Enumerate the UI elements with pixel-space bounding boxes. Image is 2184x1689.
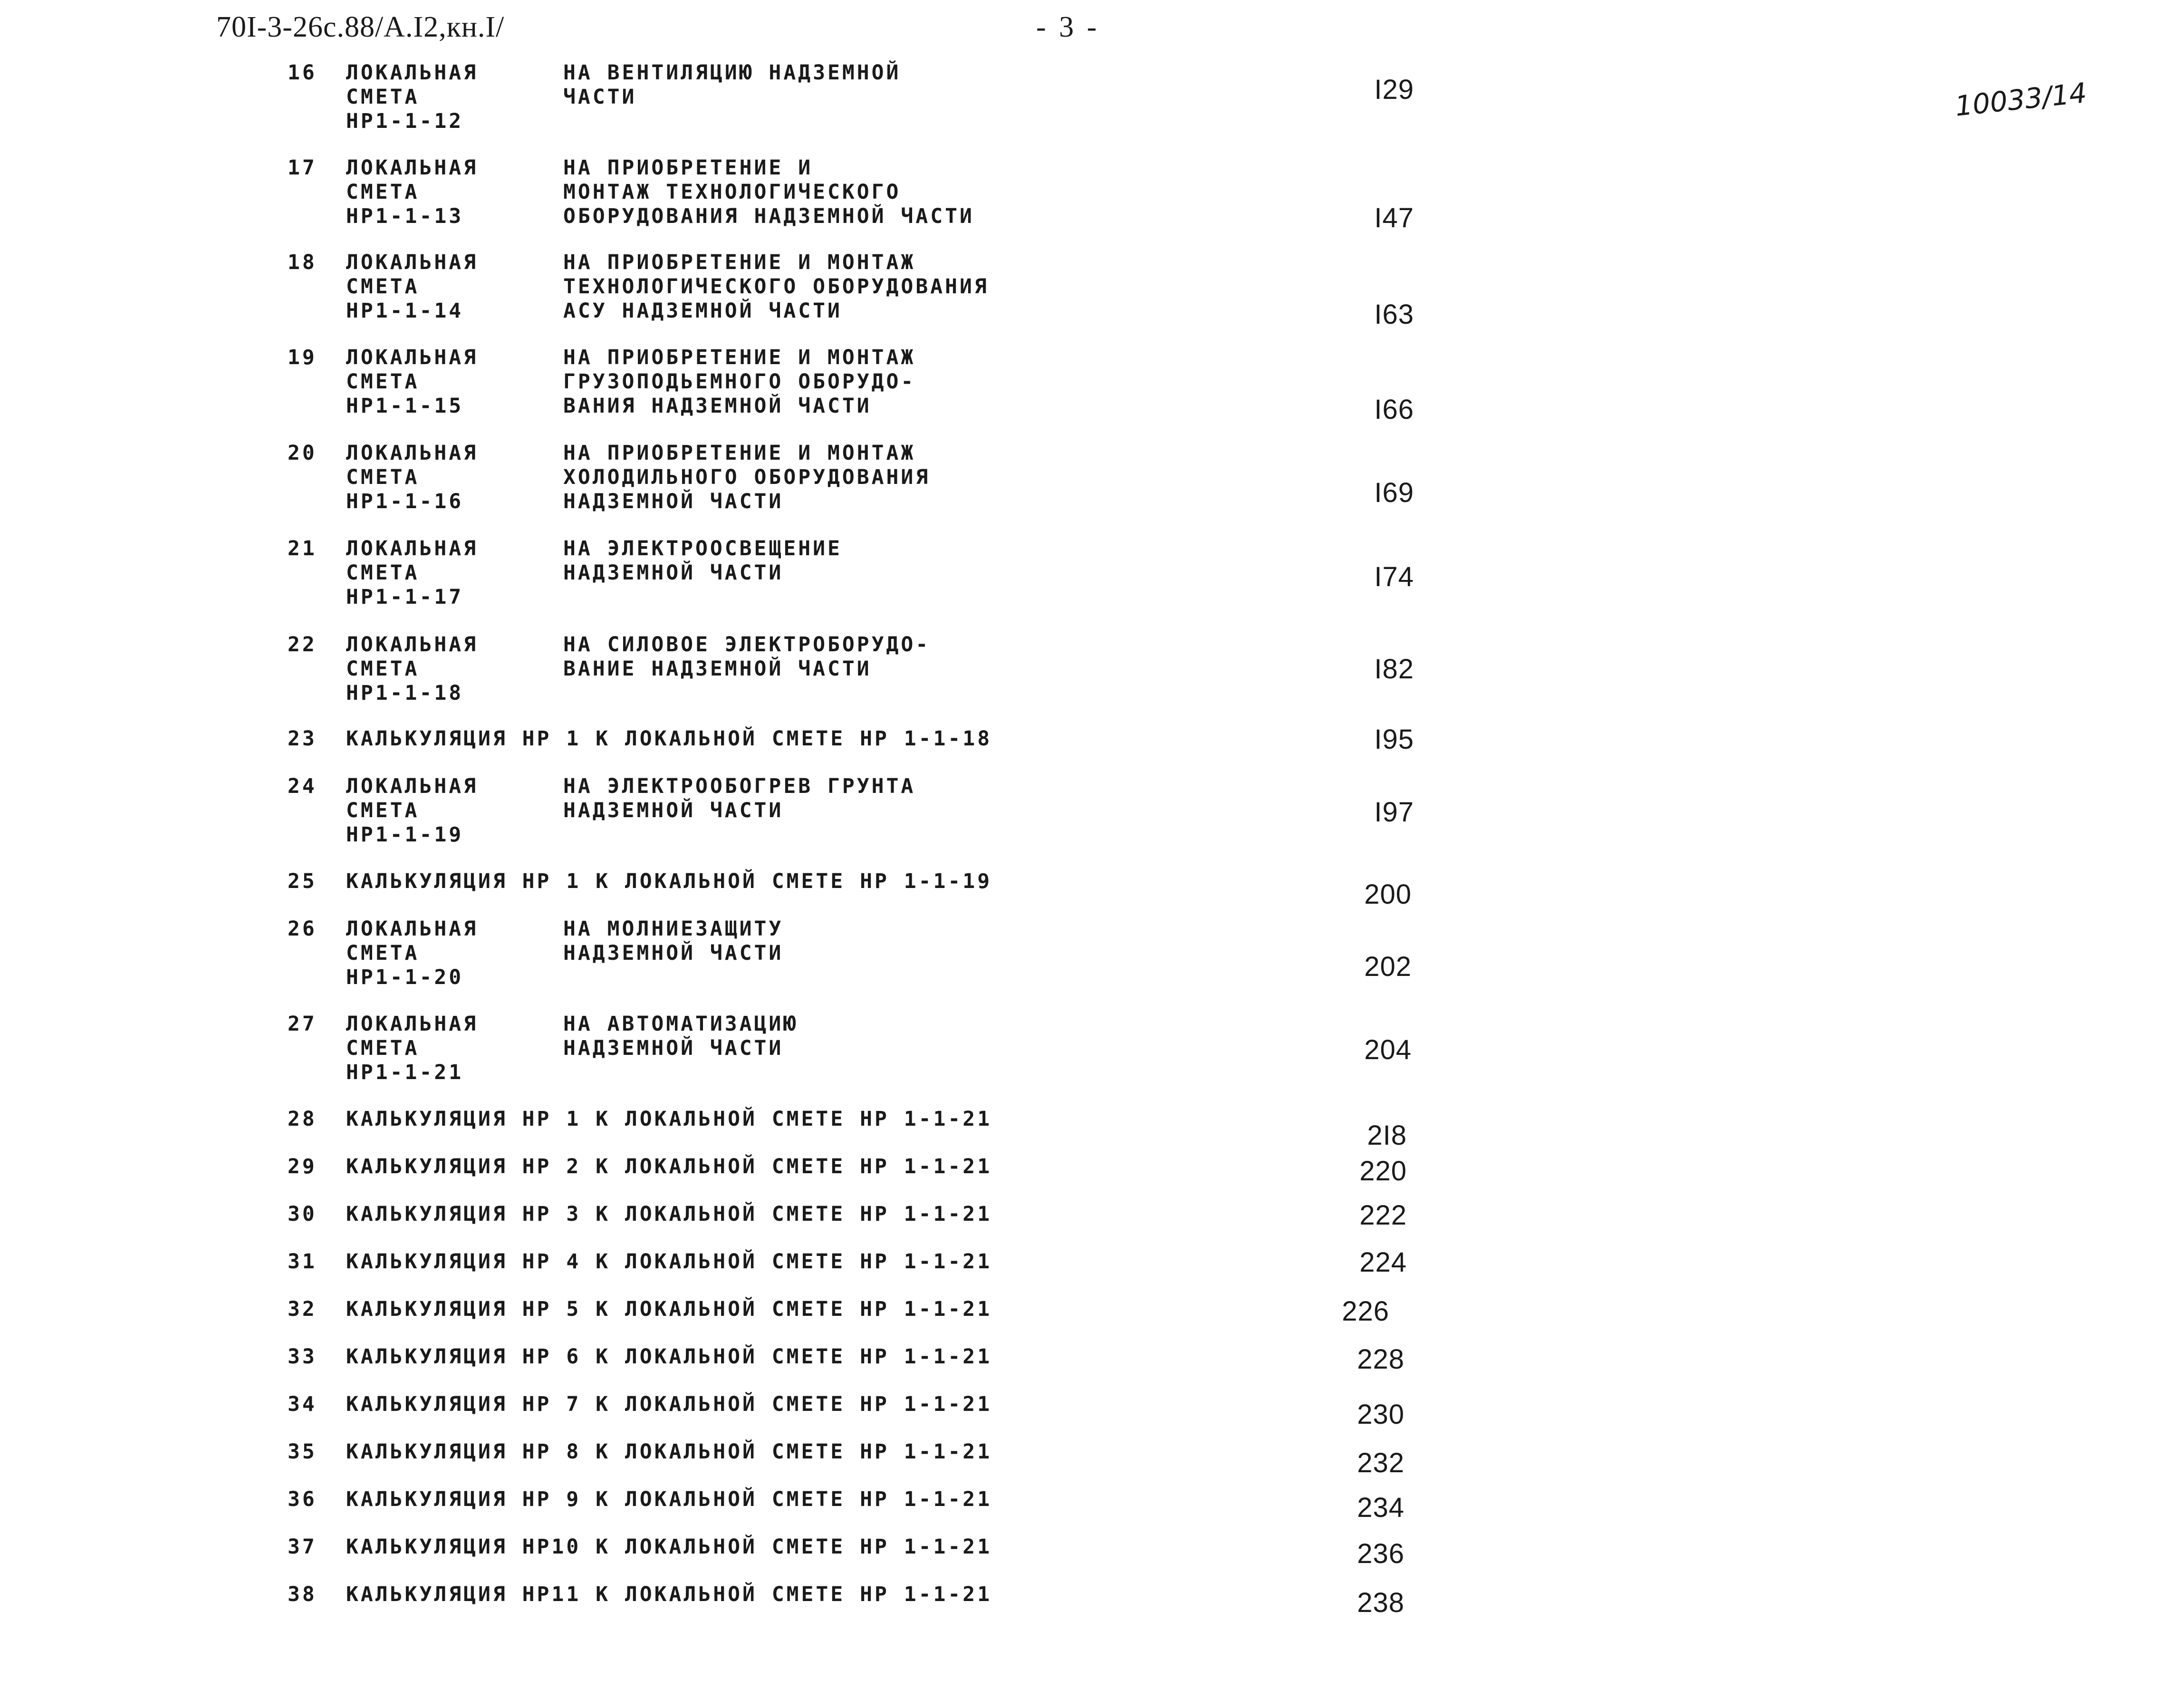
entry-number: 36 (288, 1487, 317, 1511)
entry-page-number: I82 (1374, 654, 1414, 685)
entry-description-line: ГРУЗОПОДЬЕМНОГО ОБОРУДО- (563, 370, 916, 394)
entry-type-line: ЛОКАЛЬНАЯ (346, 774, 478, 798)
entry-type-line: СМЕТА (346, 370, 420, 394)
entry-number: 29 (288, 1155, 317, 1178)
entry-description-line: ВАНИЯ НАДЗЕМНОЙ ЧАСТИ (563, 394, 872, 418)
entry-description (563, 537, 842, 585)
entry-description-line: НА АВТОМАТИЗАЦИЮ (563, 1012, 799, 1036)
entry-type-line: ЛОКАЛЬНАЯ (346, 1012, 478, 1036)
entry-description-line: АСУ НАДЗЕМНОЙ ЧАСТИ (563, 299, 842, 323)
entry-description-line: НАДЗЕМНОЙ ЧАСТИ (563, 490, 784, 513)
entry-type (346, 61, 478, 134)
entry-title: КАЛЬКУЛЯЦИЯ НР 3 К ЛОКАЛЬНОЙ СМЕТЕ НР 1-1-21 (346, 1202, 992, 1226)
entry-page-number: I97 (1374, 797, 1414, 828)
entry-number: 31 (288, 1250, 317, 1274)
entry-description-line: НА ЭЛЕКТРООСВЕЩЕНИЕ (563, 537, 842, 560)
entry-type-line: НР1-1-16 (346, 490, 464, 513)
entry-description-line: ОБОРУДОВАНИЯ НАДЗЕМНОЙ ЧАСТИ (563, 204, 974, 228)
entry-type (346, 633, 478, 705)
entry-page-number: 234 (1357, 1492, 1405, 1523)
entry-type-line: ЛОКАЛЬНАЯ (346, 251, 478, 274)
entry-description-line: НА СИЛОВОЕ ЭЛЕКТРОБОРУДО- (563, 633, 931, 656)
entry-page-number: I66 (1374, 394, 1414, 425)
entry-description-line: НА МОЛНИЕЗАЩИТУ (563, 917, 784, 941)
entry-type-line: ЛОКАЛЬНАЯ (346, 346, 478, 369)
entry-type (346, 537, 478, 609)
entry-title: КАЛЬКУЛЯЦИЯ НР 6 К ЛОКАЛЬНОЙ СМЕТЕ НР 1-1-21 (346, 1345, 992, 1369)
entry-page-number: I95 (1374, 724, 1414, 755)
entry-description-line: ТЕХНОЛОГИЧЕСКОГО ОБОРУДОВАНИЯ (563, 275, 989, 299)
entry-type-line: СМЕТА (346, 180, 420, 204)
entry-type-line: СМЕТА (346, 85, 420, 109)
entry-number: 18 (288, 251, 317, 274)
document-code: 70I-3-26с.88/А.I2,кн.I/ (216, 11, 505, 43)
entry-number: 17 (288, 156, 317, 180)
entry-page-number: I63 (1374, 299, 1414, 330)
entry-description (563, 1012, 798, 1061)
entry-type-line: НР1-1-18 (346, 681, 464, 705)
entry-type (346, 251, 478, 323)
entry-number: 27 (288, 1012, 317, 1036)
entry-number: 23 (288, 727, 317, 751)
entry-description-line: НА ЭЛЕКТРООБОГРЕВ ГРУНТА (563, 774, 916, 798)
entry-type-line: СМЕТА (346, 465, 420, 489)
entry-title: КАЛЬКУЛЯЦИЯ НР 1 К ЛОКАЛЬНОЙ СМЕТЕ НР 1-1-19 (346, 869, 992, 893)
entry-description (563, 774, 915, 823)
entry-number: 28 (288, 1107, 317, 1131)
entry-number: 19 (288, 346, 317, 369)
entry-type-line: ЛОКАЛЬНАЯ (346, 633, 478, 656)
entry-number: 25 (288, 869, 317, 893)
entry-number: 20 (288, 441, 317, 465)
entry-type (346, 774, 478, 847)
page-number: - 3 - (1036, 11, 1100, 43)
entry-number: 35 (288, 1440, 317, 1464)
entry-description-line: ВАНИЕ НАДЗЕМНОЙ ЧАСТИ (563, 657, 872, 681)
entry-page-number: 222 (1359, 1200, 1407, 1231)
entry-number: 24 (288, 774, 317, 798)
entry-type-line: ЛОКАЛЬНАЯ (346, 917, 478, 941)
entry-page-number: 220 (1359, 1156, 1407, 1187)
entry-page-number: 230 (1357, 1399, 1405, 1430)
entry-type-line: СМЕТА (346, 657, 420, 681)
entry-page-number: 232 (1357, 1448, 1405, 1478)
entry-page-number: I29 (1374, 74, 1414, 105)
entry-type-line: НР1-1-13 (346, 204, 464, 228)
entry-page-number: I74 (1374, 561, 1414, 592)
entry-description (563, 251, 989, 323)
entry-number: 32 (288, 1297, 317, 1321)
entry-number: 33 (288, 1345, 317, 1369)
entry-description-line: ХОЛОДИЛЬНОГО ОБОРУДОВАНИЯ (563, 465, 931, 489)
entry-description-line: НА ПРИОБРЕТЕНИЕ И МОНТАЖ (563, 251, 916, 274)
entry-description-line: МОНТАЖ ТЕХНОЛОГИЧЕСКОГО (563, 180, 901, 204)
entry-type-line: СМЕТА (346, 799, 420, 822)
entry-type-line: НР1-1-14 (346, 299, 464, 323)
entry-type (346, 346, 478, 418)
entry-title: КАЛЬКУЛЯЦИЯ НР10 К ЛОКАЛЬНОЙ СМЕТЕ НР 1-1-21 (346, 1535, 992, 1559)
entry-title: КАЛЬКУЛЯЦИЯ НР11 К ЛОКАЛЬНОЙ СМЕТЕ НР 1-1-21 (346, 1583, 992, 1606)
entry-description-line: НА ПРИОБРЕТЕНИЕ И МОНТАЖ (563, 346, 916, 369)
entry-type (346, 156, 478, 229)
entry-type-line: СМЕТА (346, 275, 420, 299)
entry-description (563, 156, 974, 229)
entry-number: 30 (288, 1202, 317, 1226)
entry-type (346, 441, 478, 514)
entry-description-line: НА ПРИОБРЕТЕНИЕ И (563, 156, 813, 180)
entry-number: 21 (288, 537, 317, 560)
entry-description-line: НА ПРИОБРЕТЕНИЕ И МОНТАЖ (563, 441, 916, 465)
handwritten-stamp: 10033/14 (1953, 76, 2088, 123)
entry-type-line: НР1-1-12 (346, 109, 464, 133)
entry-page-number: I69 (1374, 477, 1414, 508)
entry-page-number: 224 (1359, 1247, 1407, 1278)
entry-type (346, 917, 478, 990)
entry-title: КАЛЬКУЛЯЦИЯ НР 7 К ЛОКАЛЬНОЙ СМЕТЕ НР 1-1-21 (346, 1392, 992, 1416)
entry-type-line: СМЕТА (346, 941, 420, 965)
entry-type-line: ЛОКАЛЬНАЯ (346, 537, 478, 560)
entry-number: 16 (288, 61, 317, 85)
entry-type-line: НР1-1-15 (346, 394, 464, 418)
entry-page-number: 228 (1357, 1344, 1405, 1375)
entry-number: 26 (288, 917, 317, 941)
entry-number: 22 (288, 633, 317, 656)
entry-description-line: НАДЗЕМНОЙ ЧАСТИ (563, 1036, 784, 1060)
entry-description-line: НАДЗЕМНОЙ ЧАСТИ (563, 561, 784, 585)
entry-title: КАЛЬКУЛЯЦИЯ НР 5 К ЛОКАЛЬНОЙ СМЕТЕ НР 1-1-21 (346, 1297, 992, 1321)
entry-description (563, 346, 915, 418)
entry-number: 37 (288, 1535, 317, 1559)
entry-page-number: 2I8 (1367, 1120, 1407, 1151)
entry-description-line: НАДЗЕМНОЙ ЧАСТИ (563, 941, 784, 965)
entry-type-line: ЛОКАЛЬНАЯ (346, 156, 478, 180)
entry-type-line: НР1-1-21 (346, 1061, 464, 1084)
entry-page-number: 200 (1364, 879, 1412, 910)
entry-description (563, 441, 930, 514)
entry-type (346, 1012, 478, 1085)
entry-number: 34 (288, 1392, 317, 1416)
entry-title: КАЛЬКУЛЯЦИЯ НР 9 К ЛОКАЛЬНОЙ СМЕТЕ НР 1-1-21 (346, 1487, 992, 1511)
entry-page-number: 226 (1342, 1296, 1389, 1327)
entry-page-number: 238 (1357, 1587, 1405, 1618)
entry-description-line: ЧАСТИ (563, 85, 637, 109)
entry-type-line: СМЕТА (346, 561, 420, 585)
entry-title: КАЛЬКУЛЯЦИЯ НР 1 К ЛОКАЛЬНОЙ СМЕТЕ НР 1-1-18 (346, 727, 992, 751)
entry-type-line: ЛОКАЛЬНАЯ (346, 61, 478, 85)
entry-description (563, 633, 930, 681)
entry-description-line: НА ВЕНТИЛЯЦИЮ НАДЗЕМНОЙ (563, 61, 901, 85)
entry-title: КАЛЬКУЛЯЦИЯ НР 2 К ЛОКАЛЬНОЙ СМЕТЕ НР 1-1-21 (346, 1155, 992, 1178)
entry-title: КАЛЬКУЛЯЦИЯ НР 1 К ЛОКАЛЬНОЙ СМЕТЕ НР 1-1-21 (346, 1107, 992, 1131)
entry-type-line: СМЕТА (346, 1036, 420, 1060)
entry-description (563, 917, 783, 965)
entry-type-line: НР1-1-17 (346, 585, 464, 609)
entry-page-number: 202 (1364, 951, 1412, 982)
entry-title: КАЛЬКУЛЯЦИЯ НР 8 К ЛОКАЛЬНОЙ СМЕТЕ НР 1-1-21 (346, 1440, 992, 1464)
entry-title: КАЛЬКУЛЯЦИЯ НР 4 К ЛОКАЛЬНОЙ СМЕТЕ НР 1-1-21 (346, 1250, 992, 1274)
entry-type-line: НР1-1-20 (346, 965, 464, 989)
entry-page-number: I47 (1374, 203, 1414, 233)
entry-type-line: НР1-1-19 (346, 823, 464, 847)
entry-number: 38 (288, 1583, 317, 1606)
entry-page-number: 236 (1357, 1538, 1405, 1569)
entry-description-line: НАДЗЕМНОЙ ЧАСТИ (563, 799, 784, 822)
entry-type-line: ЛОКАЛЬНАЯ (346, 441, 478, 465)
entry-description (563, 61, 901, 109)
entry-page-number: 204 (1364, 1034, 1412, 1065)
